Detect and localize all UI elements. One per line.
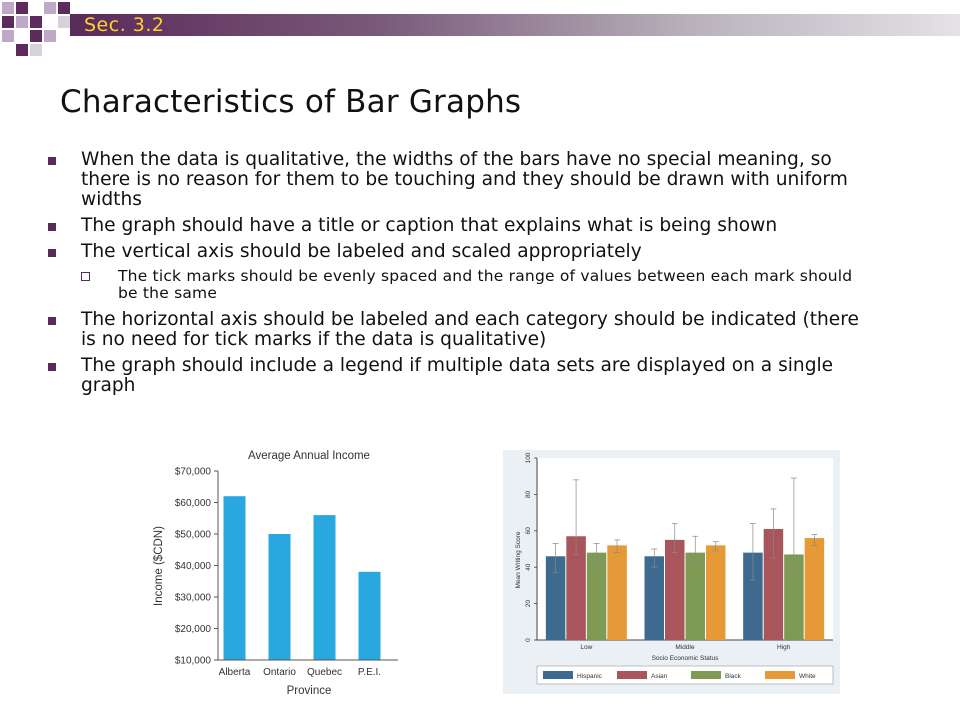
y-tick-label: 100 (525, 452, 532, 464)
y-tick-label: $70,000 (174, 466, 211, 478)
legend-label: White (799, 673, 816, 680)
chart-title: Average Annual Income (248, 450, 370, 462)
y-tick-label: $10,000 (174, 655, 211, 667)
bullet-item: The vertical axis should be labeled and scaled appropriately (44, 242, 864, 262)
legend-swatch (617, 671, 647, 679)
legend-swatch (543, 671, 573, 679)
legend-label: Asian (651, 673, 668, 680)
bar (587, 553, 607, 640)
header-bar (70, 14, 960, 36)
x-tick-label: High (776, 644, 791, 651)
legend-label: Black (725, 673, 741, 680)
y-tick-label: $60,000 (174, 498, 211, 509)
y-tick-label: $40,000 (174, 561, 211, 572)
income-bar-chart (146, 444, 408, 706)
x-tick-label: P.E.I. (357, 667, 382, 678)
y-tick-label: $20,000 (174, 624, 211, 635)
bar (645, 556, 665, 640)
y-tick-label: $30,000 (174, 592, 211, 604)
legend-swatch (691, 671, 721, 679)
bullet-list (44, 150, 864, 402)
section-label: Sec. 3.2 (84, 14, 165, 36)
y-tick-label: 80 (525, 490, 532, 499)
y-tick-label: 20 (525, 599, 532, 608)
x-axis-label: Province (286, 685, 332, 697)
x-tick-label: Quebec (306, 667, 343, 678)
x-tick-label: Low (580, 644, 593, 651)
y-tick-label: 40 (525, 563, 532, 571)
sub-bullet-item: The tick marks should be evenly spaced and the range of values between each mark should be the same (44, 268, 864, 302)
bar (607, 545, 627, 640)
bar (269, 534, 291, 660)
y-tick-label: $50,000 (174, 529, 211, 541)
y-tick-label: 0 (525, 638, 532, 642)
bullet-item: When the data is qualitative, the widths of the bars have no special meaning, so there is no reason for them to be touching and they should be drawn with uniform widths (44, 150, 864, 210)
bar (686, 553, 706, 640)
bar (224, 496, 246, 660)
writing-score-bar-chart (503, 450, 840, 694)
bullet-item: The graph should have a title or caption that explains what is being shown (44, 216, 864, 236)
x-tick-label: Alberta (218, 667, 251, 678)
bar (359, 572, 381, 660)
bar (706, 545, 726, 640)
y-axis-label: Mean Writing Score (515, 531, 522, 589)
legend-label: Hispanic (577, 673, 602, 680)
y-axis-label: Income ($CDN) (153, 526, 165, 606)
bullet-item: The horizontal axis should be labeled and each category should be indicated (there is no need for tick marks if the data is qualitative) (44, 310, 864, 350)
y-tick-label: 60 (525, 527, 532, 535)
slide-title: Characteristics of Bar Graphs (60, 84, 522, 120)
bar (665, 540, 685, 640)
bar (314, 515, 336, 660)
bullet-item: The graph should include a legend if multiple data sets are displayed on a single graph (44, 356, 864, 396)
x-tick-label: Ontario (263, 667, 296, 678)
x-axis-label: Socio Economic Status (651, 655, 719, 662)
legend-swatch (765, 671, 795, 679)
bar (805, 538, 825, 640)
x-tick-label: Middle (675, 644, 695, 651)
